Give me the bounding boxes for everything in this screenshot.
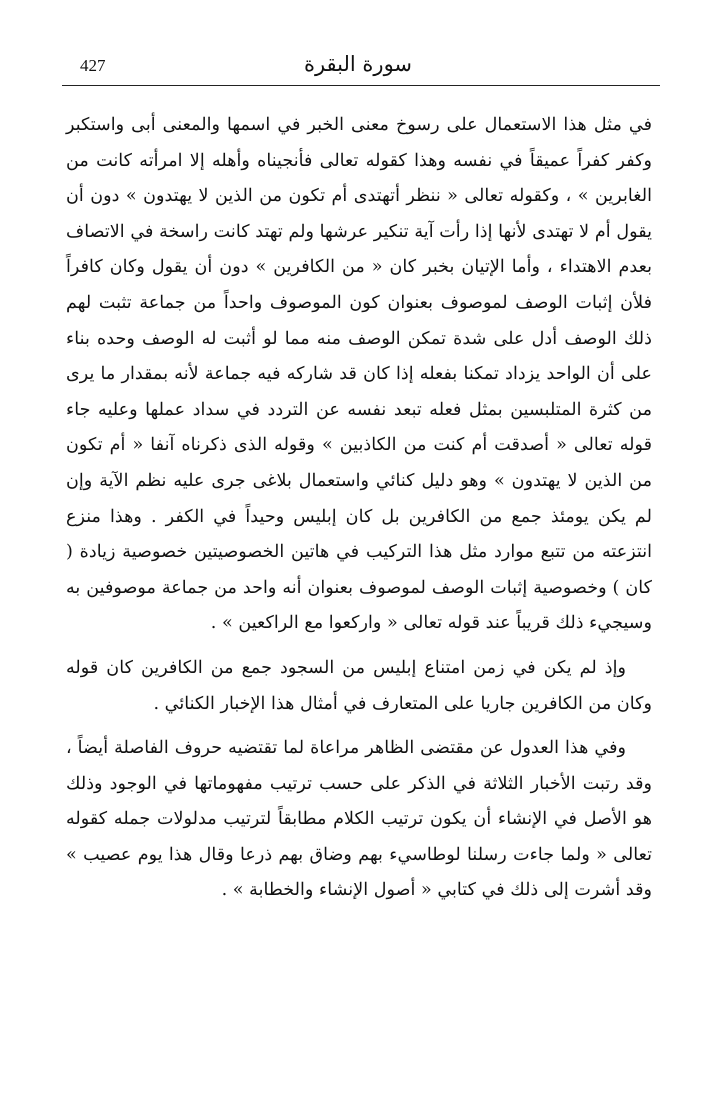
- paragraph-3: وفي هذا العدول عن مقتضى الظاهر مراعاة لما تقتضيه حروف الفاصلة أيضاً ، وقد رتبت الأخبار الثلاثة في الذكر على حسب ترتيب مفهوماتها في الوجود وذلك هو الأصل في الإنشاء أن يكون ترتيب الكلام مطابقاً لترتيب مدلولات جمله كقوله تعالى « ولما جاءت رسلنا لوطاسيء بهم وضاق بهم ذرعا وقال هذا يوم عصيب » وقد أشرت إلى ذلك في كتابي « أصول الإنشاء والخطابة » .: [66, 738, 652, 901]
- body-text: [66, 108, 652, 909]
- paragraph-1: في مثل هذا الاستعمال على رسوخ معنى الخبر في اسمها والمعنى أبى واستكبر وكفر كفراً عميقاً في نفسه وهذا كقوله تعالى فأنجيناه وأهله إلا امرأته كانت من الغابرين » ، وكقوله تعالى « ننظر أتهتدى أم تكون من الذين لا يهتدون » دون أن يقول أم لا تهتدى لأنها إذا رأت آية تنكير عرشها ولم تهتد كانت راسخة في الاتصاف بعدم الاهتداء ، وأما الإتيان بخبر كان « من الكافرين » دون أن يقول وكان كافراً فلأن إثبات الوصف لموصوف بعنوان كون الموصوف واحداً من جماعة تثبت لهم ذلك الوصف أدل على شدة تمكن الوصف منه مما لو أثبت له الوصف وحده بناء على أن الواحد يزداد تمكنا بفعله إذا كان قد شاركه فيه جماعة لأنه بمقدار ما يرى من كثرة المتلبسين بمثل فعله تبعد نفسه عن التردد في سداد عملها وعليه جاء قوله تعالى « أصدقت أم كنت من الكاذبين » وقوله الذى ذكرناه آنفا « أم تكون من الذين لا يهتدون » وهو دليل كنائي واستعمال بلاغى جرى عليه نظم الآية وإن لم يكن يومئذ جمع من الكافرين بل كان إبليس وحيداً في الكفر . وهذا منزع انتزعته من تتبع موارد مثل هذا التركيب في هاتين الخصوصيتين خصوصية زيادة ( كان ) وخصوصية إثبات الوصف لموصوف بعنوان أنه واحد من جماعة موصوفين به وسيجيء ذلك قريباً عند قوله تعالى « واركعوا مع الراكعين » .: [66, 115, 652, 634]
- page-header: [70, 50, 646, 84]
- paragraph-2: وإذ لم يكن في زمن امتناع إبليس من السجود جمع من الكافرين كان قوله وكان من الكافرين جاريا على المتعارف في أمثال هذا الإخبار الكنائي .: [66, 657, 652, 714]
- surah-title: سورة البقرة: [303, 52, 413, 76]
- page-number: 427: [80, 56, 106, 75]
- header-divider: [62, 85, 660, 86]
